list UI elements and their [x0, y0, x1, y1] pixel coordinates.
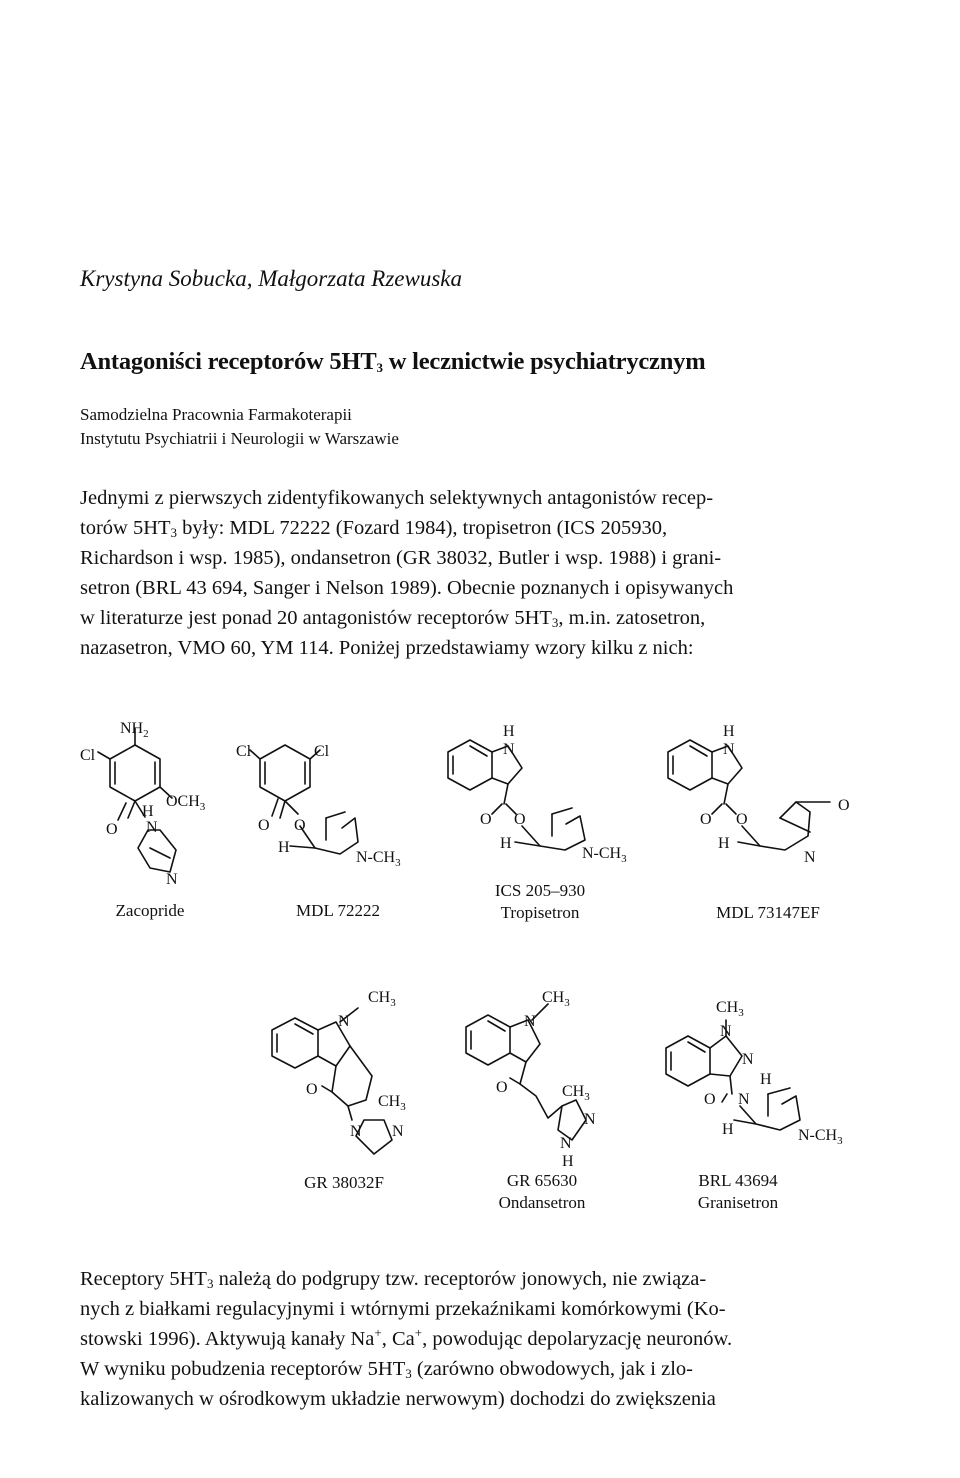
- para1-line-6: nazasetron, VMO 60, YM 114. Poniżej przedstawiamy wzory kilku z nich:: [80, 637, 694, 659]
- para2-line-4: [80, 1354, 870, 1384]
- mdl72222-nch3: $N-CH_3$: [356, 849, 401, 869]
- mdl73147ef-n-top: N: [723, 741, 735, 758]
- para2-line-3: [80, 1324, 870, 1354]
- para2-line-3a: stowski 1996). Aktywują kanały Na: [80, 1328, 375, 1350]
- zacopride-structure: [98, 728, 176, 872]
- gr38032f-n-top: N: [338, 1013, 350, 1030]
- granisetron-o: O: [704, 1091, 716, 1108]
- tropisetron-o2: O: [514, 811, 526, 828]
- ondansetron-ch3: $CH_3$: [562, 1083, 590, 1103]
- title-text-2: w lecznictwie psychiatrycznym: [382, 348, 706, 375]
- paragraph-intro: [80, 483, 870, 663]
- article-title: [80, 348, 705, 376]
- mdl72222-h: H: [278, 839, 290, 856]
- ondansetron-n2: N: [560, 1135, 572, 1152]
- para1-line-5a: w literaturze jest ponad 20 antagonistów receptorów 5HT: [80, 607, 552, 629]
- caption-mdl73147ef: MDL 73147EF: [716, 903, 820, 922]
- mdl73147ef-n: N: [804, 849, 816, 866]
- para1-line-2: [80, 513, 870, 543]
- mdl73147ef-h: H: [718, 835, 730, 852]
- affiliation-line-2: Instytutu Psychiatrii i Neurologii w Warszawie: [80, 429, 399, 448]
- zacopride-nh2: $NH_2$: [120, 720, 149, 740]
- granisetron-n2: N: [742, 1051, 754, 1068]
- para1-line-3: Richardson i wsp. 1985), ondansetron (GR 38032, Butler i wsp. 1988) i grani-: [80, 547, 722, 569]
- paragraph-receptors: [80, 1264, 870, 1414]
- para2-line-4-sub: 3: [405, 1366, 412, 1381]
- caption-ics205930: ICS 205–930: [494, 881, 586, 900]
- zacopride-h: H: [142, 803, 154, 820]
- para2-line-3-sup2: +: [414, 1325, 423, 1341]
- para1-line-5-sub: 3: [551, 615, 559, 630]
- caption-zacopride: Zacopride: [115, 901, 185, 920]
- granisetron-nch3: $N-CH_3$: [798, 1127, 843, 1147]
- zacopride-n-amide: N: [146, 819, 158, 836]
- caption-ondansetron: Ondansetron: [498, 1193, 586, 1212]
- tropisetron-nch3: $N-CH_3$: [582, 845, 627, 865]
- para2-line-4b: (zarówno obwodowych, jak i zlo-: [411, 1358, 693, 1380]
- zacopride-n-ring: N: [166, 871, 178, 888]
- caption-gr38032f: GR 38032F: [304, 1173, 384, 1192]
- title-text-1: Antagoniści receptorów 5HT: [80, 348, 377, 375]
- tropisetron-h: H: [500, 835, 512, 852]
- caption-brl43694: BRL 43694: [698, 1171, 778, 1190]
- mdl72222-structure: [250, 745, 358, 854]
- para1-line-2-sub: 3: [170, 525, 178, 540]
- caption-mdl72222: MDL 72222: [296, 901, 380, 920]
- tropisetron-h-top: H: [503, 723, 515, 740]
- tropisetron-structure: [448, 740, 585, 850]
- mdl73147ef-structure: [668, 740, 830, 850]
- mdl72222-o1: O: [258, 817, 270, 834]
- para1-line-1: Jednymi z pierwszych zidentyfikowanych selektywnych antagonistów recep-: [80, 487, 714, 509]
- para2-line-4a: W wyniku pobudzenia receptorów 5HT: [80, 1358, 406, 1380]
- ondansetron-n1: N: [584, 1111, 596, 1128]
- ondansetron-o: O: [496, 1079, 508, 1096]
- gr38032f-ch3: $CH_3$: [378, 1093, 406, 1113]
- mdl73147ef-o3: O: [838, 797, 850, 814]
- granisetron-h2: H: [722, 1121, 734, 1138]
- gr38032f-n1: N: [350, 1123, 362, 1140]
- title-subscript: 3: [376, 360, 383, 375]
- mdl73147ef-o2: O: [736, 811, 748, 828]
- granisetron-n3: N: [738, 1091, 750, 1108]
- caption-granisetron: Granisetron: [697, 1193, 779, 1212]
- granisetron-h1: H: [760, 1071, 772, 1088]
- gr38032f-ch3-top: $CH_3$: [368, 989, 396, 1009]
- ondansetron-h: H: [562, 1153, 574, 1170]
- mdl72222-cl1: Cl: [236, 743, 252, 760]
- tropisetron-n-top: N: [503, 741, 515, 758]
- zacopride-och3: $OCH_3$: [166, 793, 206, 813]
- para1-line-5: [80, 603, 870, 633]
- mdl72222-cl2: Cl: [314, 743, 330, 760]
- para2-line-3-sup1: +: [374, 1325, 382, 1341]
- mdl72222-o2: O: [294, 817, 306, 834]
- affiliation: [80, 403, 399, 451]
- para1-line-2a: torów 5HT: [80, 517, 171, 539]
- para2-line-3c: , powodując depolaryzację neuronów.: [422, 1328, 733, 1350]
- para2-line-1: [80, 1264, 870, 1294]
- affiliation-line-1: Samodzielna Pracownia Farmakoterapii: [80, 405, 352, 424]
- granisetron-structure: [666, 1020, 800, 1130]
- para1-line-2b: były: MDL 72222 (Fozard 1984), tropisetron (ICS 205930,: [177, 517, 668, 539]
- para2-line-1-sub: 3: [206, 1276, 214, 1291]
- para2-line-2: nych z białkami regulacyjnymi i wtórnymi przekaźnikami komórkowymi (Ko-: [80, 1298, 726, 1320]
- mdl73147ef-o1: O: [700, 811, 712, 828]
- structures-figure: [0, 700, 960, 1240]
- mdl73147ef-h-top: H: [723, 723, 735, 740]
- para2-line-1a: Receptory 5HT: [80, 1268, 207, 1290]
- gr38032f-n2: N: [392, 1123, 404, 1140]
- gr38032f-o: O: [306, 1081, 318, 1098]
- authors: Krystyna Sobucka, Małgorzata Rzewuska: [80, 266, 463, 291]
- zacopride-o: O: [106, 821, 118, 838]
- zacopride-cl: Cl: [80, 747, 96, 764]
- caption-gr65630: GR 65630: [506, 1171, 578, 1190]
- ondansetron-ch3-top: $CH_3$: [542, 989, 570, 1009]
- granisetron-n1: N: [720, 1023, 732, 1040]
- gr38032f-structure: [272, 1008, 392, 1154]
- tropisetron-o1: O: [480, 811, 492, 828]
- para1-line-4: setron (BRL 43 694, Sanger i Nelson 1989). Obecnie poznanych i opisywanych: [80, 577, 734, 599]
- ondansetron-n-top: N: [524, 1013, 536, 1030]
- para2-line-1b: należą do podgrupy tzw. receptorów jonowych, nie związa-: [213, 1268, 707, 1290]
- para2-line-3b: , Ca: [381, 1328, 415, 1350]
- para1-line-5b: , m.in. zatosetron,: [558, 607, 706, 629]
- para2-line-5: kalizowanych w ośrodkowym układzie nerwowym) dochodzi do zwiększenia: [80, 1388, 716, 1410]
- caption-tropisetron: Tropisetron: [500, 903, 580, 922]
- granisetron-ch3-top: $CH_3$: [716, 999, 744, 1019]
